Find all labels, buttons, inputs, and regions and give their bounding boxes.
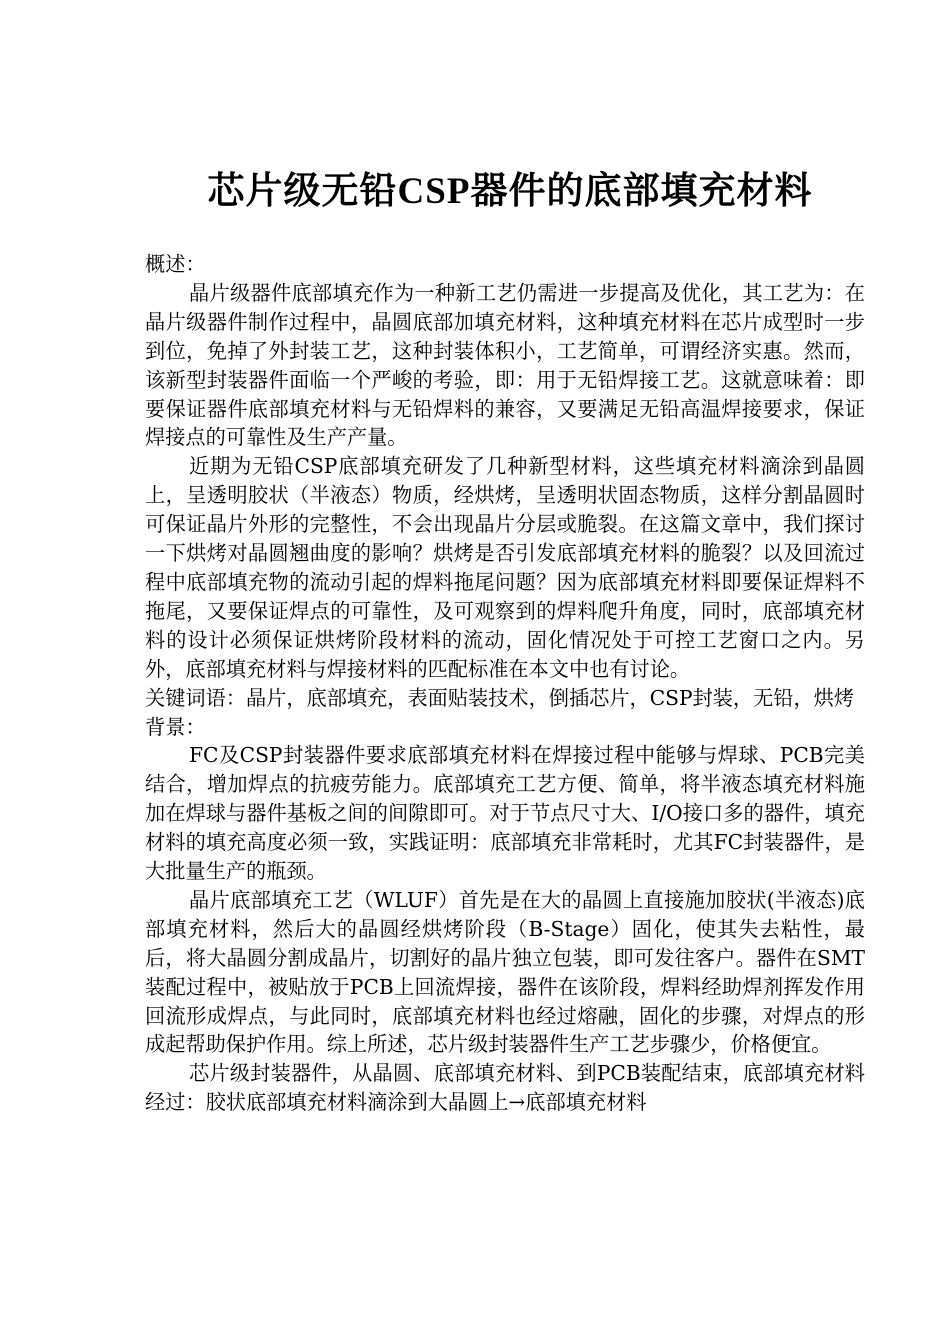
overview-paragraph-2: 近期为无铅CSP底部填充研发了几种新型材料，这些填充材料滴涂到晶圆上，呈透明胶状（半液态）物质，经烘烤，呈透明状固态物质，这样分割晶圆时可保证晶片外形的完整性，不会出现晶片分层或脆裂。在这篇文章中，我们探讨一下烘烤对晶圆翘曲度的影响？烘烤是否引发底部填充材料的脆裂？以及回流过程中底部填充物的流动引起的焊料拖尾问题？因为底部填充材料即要保证焊料不拖尾，又要保证焊点的可靠性，及可观察到的焊料爬升角度，同时，底部填充材料的设计必须保证烘烤阶段材料的流动，固化情况处于可控工艺窗口之内。另外，底部填充材料与焊接材料的匹配标准在本文中也有讨论。	[145, 454, 865, 681]
document-title: 芯片级无铅CSP器件的底部填充材料	[207, 171, 813, 212]
background-paragraph-2: 晶片底部填充工艺（WLUF）首先是在大的晶圆上直接施加胶状(半液态)底部填充材料，然后大的晶圆经烘烤阶段（B-Stage）固化，使其失去粘性，最后，将大晶圆分割成晶片，切割好的晶片独立包装，即可发往客户。器件在SMT装配过程中，被贴放于PCB上回流焊接，器件在该阶段，焊料经助焊剂挥发作用回流形成焊点，与此同时，底部填充材料也经过熔融，固化的步骤，对焊点的形成起帮助保护作用。综上所述，芯片级封装器件生产工艺步骤少，价格便宜。	[145, 887, 865, 1057]
keywords-line: 关键词语：晶片，底部填充，表面贴装技术，倒插芯片，CSP封装，无铅，烘烤	[145, 685, 855, 710]
background-heading: 背景：	[145, 714, 206, 739]
background-paragraph-3: 芯片级封装器件，从晶圆、底部填充材料、到PCB装配结束，底部填充材料经过：胶状底部填充材料滴涂到大晶圆上→底部填充材料	[145, 1061, 865, 1115]
overview-paragraph-1: 晶片级器件底部填充作为一种新工艺仍需进一步提高及优化，其工艺为：在晶片级器件制作过程中，晶圆底部加填充材料，这种填充材料在芯片成型时一步到位，免掉了外封装工艺，这种封装体积小，工艺简单，可谓经济实惠。然而，该新型封装器件面临一个严峻的考验，即：用于无铅焊接工艺。这就意味着：即要保证器件底部填充材料与无铅焊料的兼容，又要满足无铅高温焊接要求，保证焊接点的可靠性及生产产量。	[145, 280, 865, 450]
overview-heading: 概述：	[145, 252, 206, 276]
background-paragraph-1: FC及CSP封装器件要求底部填充材料在焊接过程中能够与焊球、PCB完美结合，增加焊点的抗疲劳能力。底部填充工艺方便、简单，将半液态填充材料施加在焊球与器件基板之间的间隙即可。对于节点尺寸大、I/O接口多的器件，填充材料的填充高度必须一致，实践证明：底部填充非常耗时，尤其FC封装器件，是大批量生产的瓶颈。	[145, 743, 865, 884]
document-body	[145, 250, 865, 1117]
